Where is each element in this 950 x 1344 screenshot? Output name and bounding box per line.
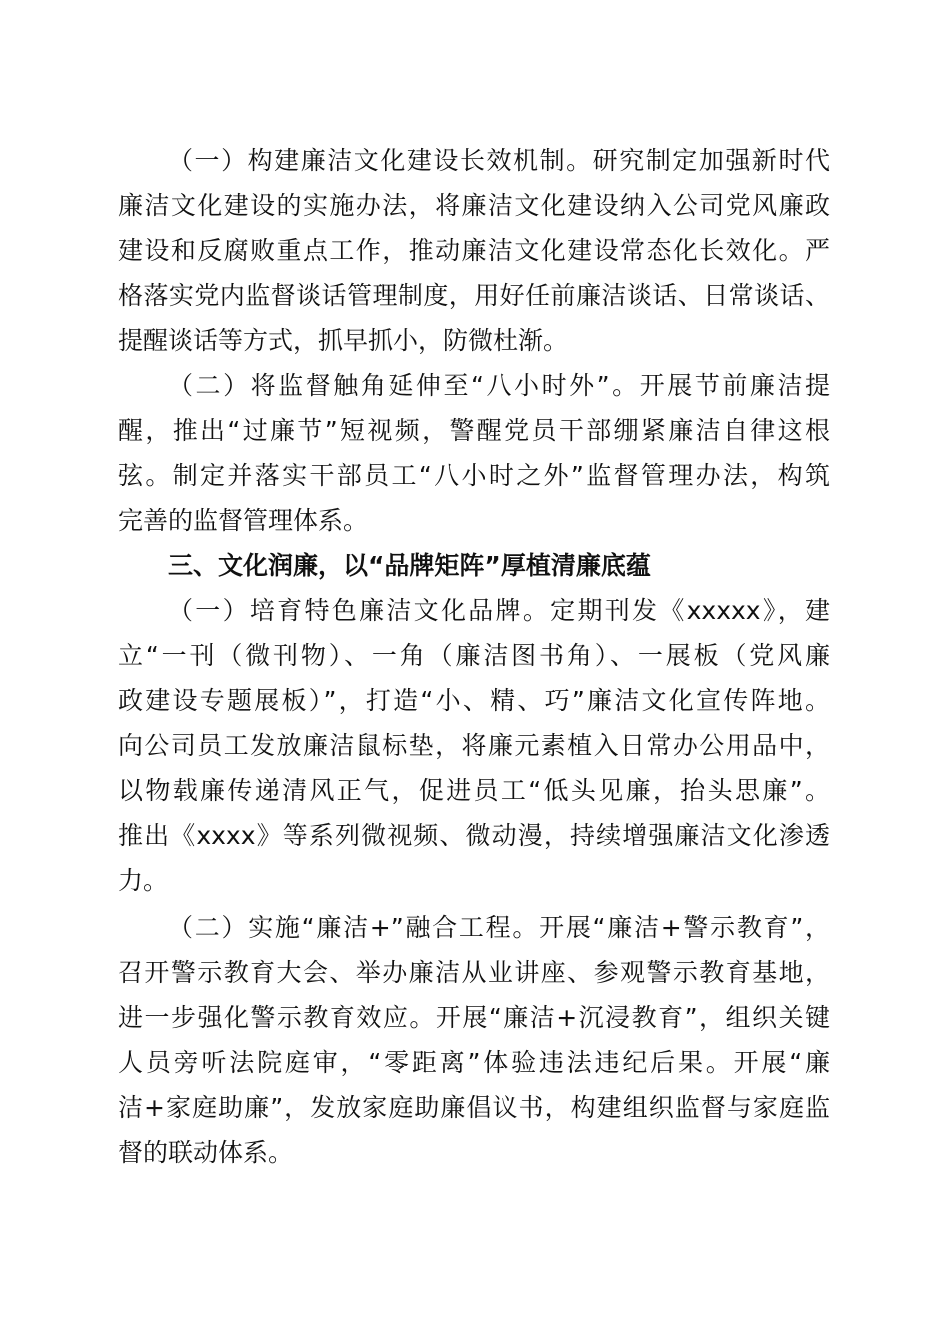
paragraph-3-line-3: 政建设专题展板）”，打造“小、精、巧”廉洁文化宣传阵地。 xyxy=(118,686,830,715)
paragraph-4-line-3: 进一步强化警示教育效应。开展“廉洁+沉浸教育”，组织关键 xyxy=(118,1003,830,1032)
paragraph-3-line-2: 立“一刊（微刊物）、一角（廉洁图书角）、一展板（党风廉 xyxy=(118,641,830,670)
paragraph-1-line-4: 格落实党内监督谈话管理制度，用好任前廉洁谈话、日常谈话、 xyxy=(118,281,830,310)
paragraph-3-line-6: 推出《xxxx》等系列微视频、微动漫，持续增强廉洁文化渗透 xyxy=(118,821,830,850)
paragraph-2-line-1: （二）将监督触角延伸至“八小时外”。开展节前廉洁提 xyxy=(168,371,830,400)
paragraph-2-line-2: 醒，推出“过廉节”短视频，警醒党员干部绷紧廉洁自律这根 xyxy=(118,416,830,445)
paragraph-1-line-5: 提醒谈话等方式，抓早抓小，防微杜渐。 xyxy=(118,326,569,355)
paragraph-3-line-4: 向公司员工发放廉洁鼠标垫，将廉元素植入日常办公用品中， xyxy=(118,731,830,760)
paragraph-1-line-2: 廉洁文化建设的实施办法，将廉洁文化建设纳入公司党风廉政 xyxy=(118,191,830,220)
paragraph-1-line-3: 建设和反腐败重点工作，推动廉洁文化建设常态化长效化。严 xyxy=(118,236,830,265)
paragraph-1-line-1: （一）构建廉洁文化建设长效机制。研究制定加强新时代 xyxy=(168,146,830,175)
paragraph-2-line-4: 完善的监督管理体系。 xyxy=(118,506,369,535)
paragraph-4-line-6: 督的联动体系。 xyxy=(118,1138,294,1167)
paragraph-4-line-5: 洁+家庭助廉”，发放家庭助廉倡议书，构建组织监督与家庭监 xyxy=(118,1093,830,1122)
paragraph-3-line-1: （一）培育特色廉洁文化品牌。定期刊发《xxxxx》，建 xyxy=(168,596,830,625)
paragraph-4-line-4: 人员旁听法院庭审，“零距离”体验违法违纪后果。开展“廉 xyxy=(118,1048,830,1077)
section-heading: 三、文化润廉，以“品牌矩阵”厚植清廉底蕴 xyxy=(168,551,651,580)
paragraph-3-line-7: 力。 xyxy=(118,866,169,895)
paragraph-4-line-2: 召开警示教育大会、举办廉洁从业讲座、参观警示教育基地， xyxy=(118,958,830,987)
paragraph-2-line-3: 弦。制定并落实干部员工“八小时之外”监督管理办法，构筑 xyxy=(118,461,830,490)
paragraph-3-line-5: 以物载廉传递清风正气，促进员工“低头见廉，抬头思廉”。 xyxy=(118,776,830,805)
paragraph-4-line-1: （二）实施“廉洁+”融合工程。开展“廉洁+警示教育”， xyxy=(168,913,830,942)
